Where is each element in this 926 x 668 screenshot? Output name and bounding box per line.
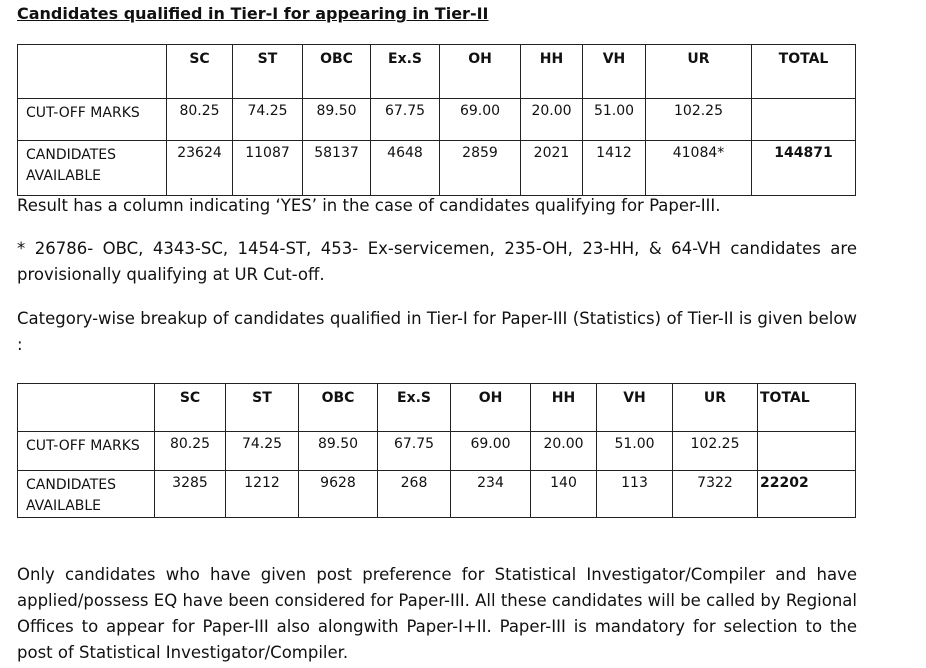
- table-cell: 89.50: [299, 432, 378, 471]
- header-cell-total: TOTAL: [752, 45, 856, 99]
- table-cell: 1412: [583, 141, 646, 196]
- table-cell: 1212: [226, 471, 299, 518]
- table-header-row: [18, 45, 856, 99]
- table-cell: 102.25: [673, 432, 758, 471]
- header-cell-st: ST: [233, 45, 303, 99]
- row-label: CUT-OFF MARKS: [18, 432, 155, 471]
- table-cell: 80.25: [167, 99, 233, 141]
- table-cell: 3285: [155, 471, 226, 518]
- header-cell-hh: HH: [521, 45, 583, 99]
- table-cell: [758, 432, 856, 471]
- header-cell-oh: OH: [451, 384, 531, 432]
- table-header-row: [18, 384, 856, 432]
- table-cell: 23624: [167, 141, 233, 196]
- header-cell-ur: UR: [673, 384, 758, 432]
- row-label: CANDIDATES AVAILABLE: [18, 471, 155, 518]
- table-cell: 80.25: [155, 432, 226, 471]
- table-cell: 102.25: [646, 99, 752, 141]
- table-cell: 51.00: [583, 99, 646, 141]
- table-cell: 67.75: [371, 99, 440, 141]
- header-cell-vh: VH: [597, 384, 673, 432]
- table-cell: 140: [531, 471, 597, 518]
- paper3-breakup-table: [17, 383, 856, 518]
- result-note: Result has a column indicating ‘YES’ in the case of candidates qualifying for Paper-III.: [17, 196, 721, 215]
- breakup-intro: Category-wise breakup of candidates qualified in Tier-I for Paper-III (Statistics) of Tier-II is given below :: [17, 309, 857, 354]
- final-note: Only candidates who have given post preference for Statistical Investigator/Compiler and have applied/possess EQ have been considered for Paper-III. All these candidates will be called by Regional Offices to appear for Paper-III also alongwith Paper-I+II. Paper-III is mandatory for selection to the post of Statistical Investigator/Compiler.: [17, 565, 857, 662]
- table-cell: 4648: [371, 141, 440, 196]
- table-cell: 41084*: [646, 141, 752, 196]
- table-cell: 74.25: [226, 432, 299, 471]
- header-cell-vh: VH: [583, 45, 646, 99]
- table-cell: 2021: [521, 141, 583, 196]
- header-cell-obc: OBC: [303, 45, 371, 99]
- table-cell: 58137: [303, 141, 371, 196]
- table-cell: 69.00: [451, 432, 531, 471]
- table-cell: 69.00: [440, 99, 521, 141]
- table-cell: 268: [378, 471, 451, 518]
- header-cell-st: ST: [226, 384, 299, 432]
- table-cell: [752, 99, 856, 141]
- header-cell-sc: SC: [155, 384, 226, 432]
- ur-cutoff-note: * 26786- OBC, 4343-SC, 1454-ST, 453- Ex-servicemen, 235-OH, 23-HH, & 64-VH candidates are provisionally qualifying at UR Cut-off.: [17, 239, 857, 284]
- row-label: CUT-OFF MARKS: [18, 99, 167, 141]
- header-cell-exs: Ex.S: [371, 45, 440, 99]
- header-cell-hh: HH: [531, 384, 597, 432]
- table-cell: 234: [451, 471, 531, 518]
- header-cell-ur: UR: [646, 45, 752, 99]
- table-cell: 11087: [233, 141, 303, 196]
- table-cell: 9628: [299, 471, 378, 518]
- header-cell-sc: SC: [167, 45, 233, 99]
- candidates-row: [18, 471, 856, 518]
- header-cell: [18, 45, 167, 99]
- row-label: CANDIDATES AVAILABLE: [18, 141, 167, 196]
- table-cell: 113: [597, 471, 673, 518]
- cutoff-row: [18, 432, 856, 471]
- candidates-row: [18, 141, 856, 196]
- header-cell-oh: OH: [440, 45, 521, 99]
- header-cell: [18, 384, 155, 432]
- table-cell: 67.75: [378, 432, 451, 471]
- header-cell-exs: Ex.S: [378, 384, 451, 432]
- table-cell: 7322: [673, 471, 758, 518]
- table-cell: 2859: [440, 141, 521, 196]
- header-cell-total: TOTAL: [758, 384, 856, 432]
- table-cell: 51.00: [597, 432, 673, 471]
- table-cell: 20.00: [521, 99, 583, 141]
- total-cell: 144871: [752, 141, 856, 196]
- cutoff-row: [18, 99, 856, 141]
- table-cell: 89.50: [303, 99, 371, 141]
- total-cell: 22202: [758, 471, 856, 518]
- header-cell-obc: OBC: [299, 384, 378, 432]
- page-heading: Candidates qualified in Tier-I for appearing in Tier-II: [17, 4, 489, 23]
- table-cell: 20.00: [531, 432, 597, 471]
- table-cell: 74.25: [233, 99, 303, 141]
- tier1-results-table: [17, 44, 856, 196]
